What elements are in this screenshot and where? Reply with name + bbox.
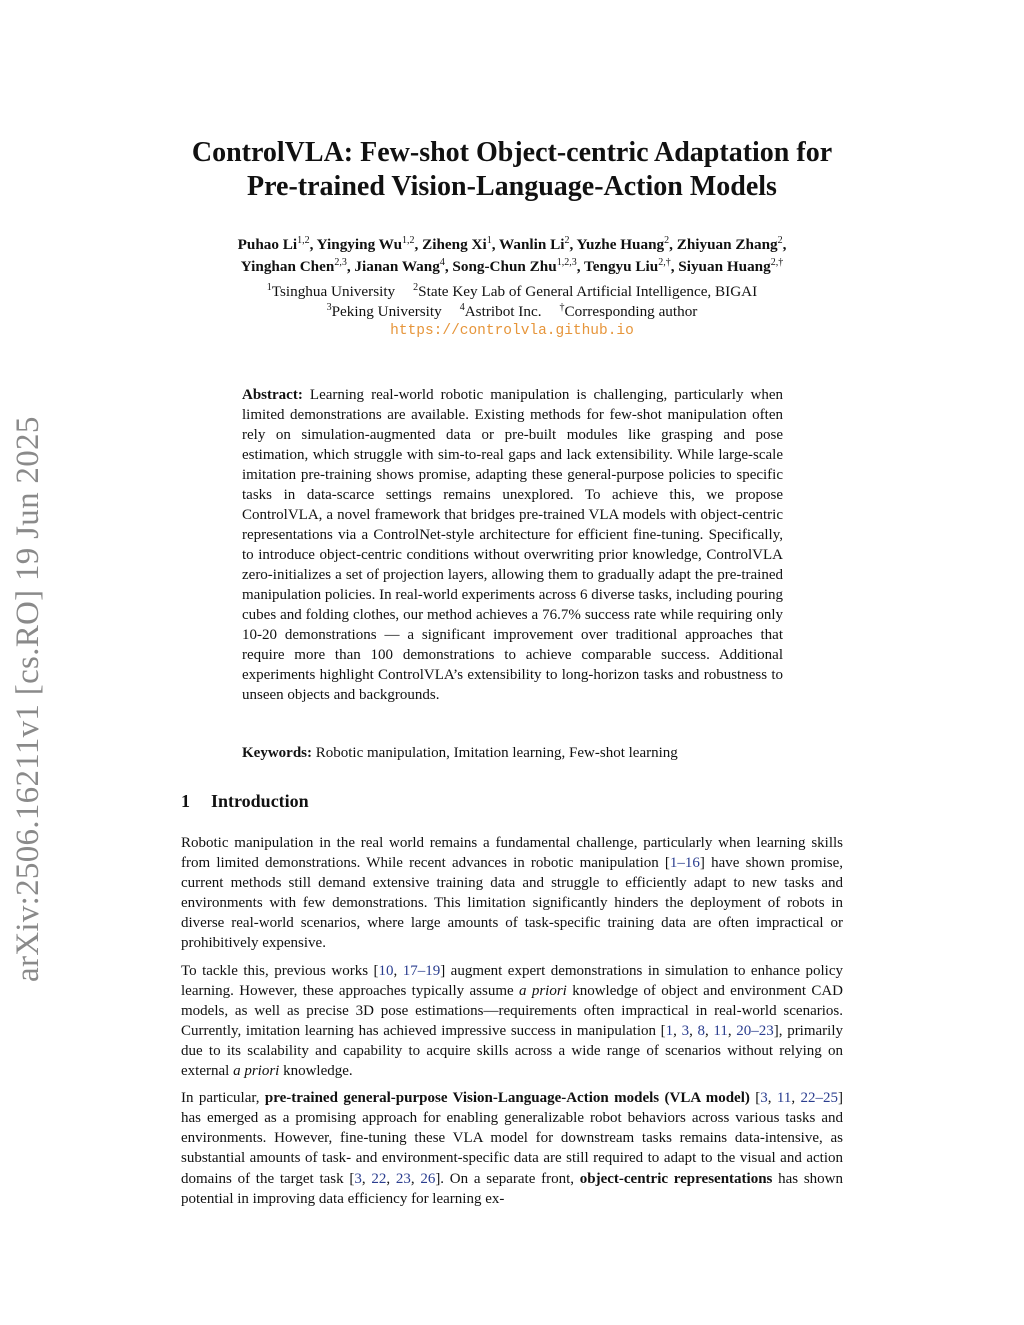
title-line-1: ControlVLA: Few-shot Object-centric Adaptation for xyxy=(191,137,833,168)
emphasis-text: a priori xyxy=(519,982,567,999)
body-text-run: , xyxy=(689,1022,698,1039)
body-text-run: ], primarily due to its scalability and capability to acquire skills across a wide range of scenarios without relying on external xyxy=(181,1022,844,1080)
author-separator: , xyxy=(346,258,355,275)
author-affiliation-mark: 2,† xyxy=(770,257,784,268)
author-affiliation-mark: 1,2 xyxy=(297,235,310,246)
body-text-run: , xyxy=(361,1170,372,1187)
citation-link[interactable]: 23 xyxy=(395,1170,411,1187)
body-text-run: , xyxy=(791,1090,801,1107)
author-name: Tengyu Liu xyxy=(584,258,659,275)
citation-link[interactable]: 17–19 xyxy=(402,962,441,979)
keywords-label: Keywords: xyxy=(242,745,312,761)
body-text-run: knowledge of object and environment CAD models, as well as precise 3D pose estimations—requirements often impractical in real-world scenarios. Currently, imitation learning has achieved impressive success in manipulation [ xyxy=(181,982,844,1039)
citation-link[interactable]: 8 xyxy=(697,1022,705,1039)
project-url[interactable]: https://controlvla.github.io xyxy=(390,323,634,339)
affiliation-mark: 1 xyxy=(266,282,272,293)
author-name: Wanlin Li xyxy=(499,236,565,253)
emphasis-text: a priori xyxy=(233,1063,280,1080)
body-text-run: ] has emerged as a promising approach for enabling generalizable robot behaviors across various tasks and environments. However, fine-tuning these VLA model for downstream tasks remains data-intensive, as substantial amounts of task- and environment-specific data are still required to adapt to the visual and action domains of the target task [ xyxy=(181,1090,843,1187)
author-separator: , xyxy=(309,236,317,253)
keywords-text: Robotic manipulation, Imitation learning, Few-shot learning xyxy=(315,745,678,761)
body-text-run: , xyxy=(727,1022,737,1039)
citation-link[interactable]: 10 xyxy=(378,962,394,979)
corresponding-author-note: Corresponding author xyxy=(564,303,698,320)
body-text-run: has shown potential in improving data efficiency for learning ex- xyxy=(181,1170,844,1207)
citation-link[interactable]: 26 xyxy=(420,1170,436,1187)
affiliations xyxy=(150,282,874,322)
author-affiliation-mark: 1,2,3 xyxy=(556,257,577,268)
paragraph-3 xyxy=(181,1088,843,1209)
body-text-run: ] augment expert demonstrations in simulation to enhance policy learning. However, these approaches typically assume xyxy=(181,962,844,999)
section-heading xyxy=(181,791,309,812)
author-name: Puhao Li xyxy=(237,236,298,253)
body-text-run: , xyxy=(410,1170,421,1187)
citation-link[interactable]: 3 xyxy=(760,1090,768,1107)
author-affiliation-mark: 1 xyxy=(486,235,492,246)
author-name: Siyuan Huang xyxy=(678,258,771,275)
paragraph-1 xyxy=(181,833,843,954)
affiliation-astribot: Astribot Inc. xyxy=(464,303,542,320)
author-name: Jianan Wang xyxy=(354,258,440,275)
abstract-label: Abstract: xyxy=(242,387,303,403)
arxiv-stamp: arXiv:2506.16211v1 [cs.RO] 19 Jun 2025 xyxy=(10,416,46,982)
citation-link[interactable]: 22–25 xyxy=(800,1090,838,1107)
section-title: Introduction xyxy=(211,791,309,811)
body-text xyxy=(181,833,843,1216)
author-separator: , xyxy=(782,236,787,253)
author-separator: , xyxy=(444,258,453,275)
author-affiliation-mark: 4 xyxy=(439,257,445,268)
citation-link[interactable]: 20–23 xyxy=(736,1022,774,1039)
citation-link[interactable]: 1–16 xyxy=(669,855,700,872)
author-affiliation-mark: 2 xyxy=(777,235,783,246)
body-text-run: , xyxy=(393,962,403,979)
body-text-run: In particular, xyxy=(181,1090,265,1107)
author-line-2 xyxy=(150,256,874,278)
affiliation-line-2 xyxy=(150,302,874,322)
author-name: Ziheng Xi xyxy=(422,236,487,253)
affiliation-mark: 2 xyxy=(413,282,419,293)
body-text-run: , xyxy=(386,1170,396,1187)
affiliation-mark: 3 xyxy=(326,302,332,313)
author-affiliation-mark: 1,2 xyxy=(402,235,415,246)
affiliation-peking: Peking University xyxy=(331,303,442,320)
affiliation-line-1 xyxy=(150,282,874,302)
citation-link[interactable]: 11 xyxy=(713,1022,728,1039)
author-list xyxy=(150,234,874,278)
author-affiliation-mark: 2,† xyxy=(658,257,671,268)
author-affiliation-mark: 2 xyxy=(564,235,570,246)
citation-link[interactable]: 1 xyxy=(665,1022,674,1039)
abstract xyxy=(242,385,783,705)
affiliation-bigai: State Key Lab of General Artificial Intelligence, BIGAI xyxy=(418,283,758,300)
bold-text: object-centric representations xyxy=(579,1170,773,1187)
paper-title xyxy=(100,136,924,204)
author-name: Yingying Wu xyxy=(316,236,403,253)
author-separator: , xyxy=(569,236,577,253)
keywords xyxy=(242,743,802,763)
citation-link[interactable]: 11 xyxy=(776,1090,792,1107)
body-text-run: , xyxy=(767,1090,777,1107)
body-text-run: [ xyxy=(749,1090,761,1107)
author-line-1 xyxy=(150,234,874,256)
author-name: Song-Chun Zhu xyxy=(452,258,557,275)
body-text-run: ]. On a separate front, xyxy=(435,1170,580,1187)
citation-link[interactable]: 3 xyxy=(681,1022,690,1039)
body-text-run: To tackle this, previous works [ xyxy=(181,962,379,979)
body-text-run: ] have shown promise, current methods still demand extensive training data and struggle to efficiently adapt to new tasks and environments with few demonstrations. This limitation significantly hinders the deployment of robots in diverse real-world scenarios, where large amounts of task-specific training data are often impractical or prohibitively expensive. xyxy=(181,855,843,952)
citation-link[interactable]: 3 xyxy=(354,1170,362,1187)
body-text-run: , xyxy=(673,1022,682,1039)
author-name: Yuzhe Huang xyxy=(576,236,665,253)
author-separator: , xyxy=(669,236,677,253)
author-separator: , xyxy=(576,258,585,275)
bold-text: pre-trained general-purpose Vision-Language-Action models (VLA model) xyxy=(264,1090,750,1107)
citation-link[interactable]: 22 xyxy=(371,1170,387,1187)
author-separator: , xyxy=(414,236,423,253)
section-number: 1 xyxy=(181,791,190,811)
author-name: Yinghan Chen xyxy=(240,258,335,275)
affiliation-tsinghua: Tsinghua University xyxy=(271,283,396,300)
author-name: Zhiyuan Zhang xyxy=(676,236,778,253)
body-text-run: Robotic manipulation in the real world remains a fundamental challenge, particularly when learning skills from limited demonstrations. While recent advances in robotic manipulation [ xyxy=(181,835,843,872)
abstract-text: Learning real-world robotic manipulation is challenging, particularly when limited demonstrations are available. Existing methods for few-shot manipulation often rely on simulation-augmented data or pre-built modules like grasping and pose estimation, which struggle with sim-to-real gaps and lack extensibility. While large-scale imitation pre-training shows promise, adapting these general-purpose policies to specific tasks in data-scarce settings remains unexplored. To achieve this, we propose ControlVLA, a novel framework that bridges pre-trained VLA models with object-centric representations via a ControlNet-style architecture for efficient fine-tuning. Specifically, to introduce object-centric conditions without overwriting prior knowledge, ControlVLA zero-initializes a set of projection layers, allowing them to gradually adapt the pre-trained manipulation policies. In real-world experiments across 6 diverse tasks, including pouring cubes and folding clothes, our method achieves a 76.7% success rate while requiring only 10-20 demonstrations — a significant improvement over traditional approaches that require more than 100 demonstrations to achieve comparable success. Additional experiments highlight ControlVLA’s extensibility to long-horizon tasks and robustness to unseen objects and backgrounds. xyxy=(242,387,784,703)
author-separator: , xyxy=(491,236,500,253)
author-separator: , xyxy=(670,258,679,275)
author-affiliation-mark: 2 xyxy=(664,235,670,246)
author-affiliation-mark: 2,3 xyxy=(334,257,347,268)
affiliation-mark: 4 xyxy=(459,302,465,313)
body-text-run: knowledge. xyxy=(279,1063,353,1080)
paragraph-2 xyxy=(181,961,843,1082)
affiliation-mark: † xyxy=(559,302,565,313)
title-line-2: Pre-trained Vision-Language-Action Models xyxy=(247,171,777,202)
body-text-run: , xyxy=(704,1022,714,1039)
